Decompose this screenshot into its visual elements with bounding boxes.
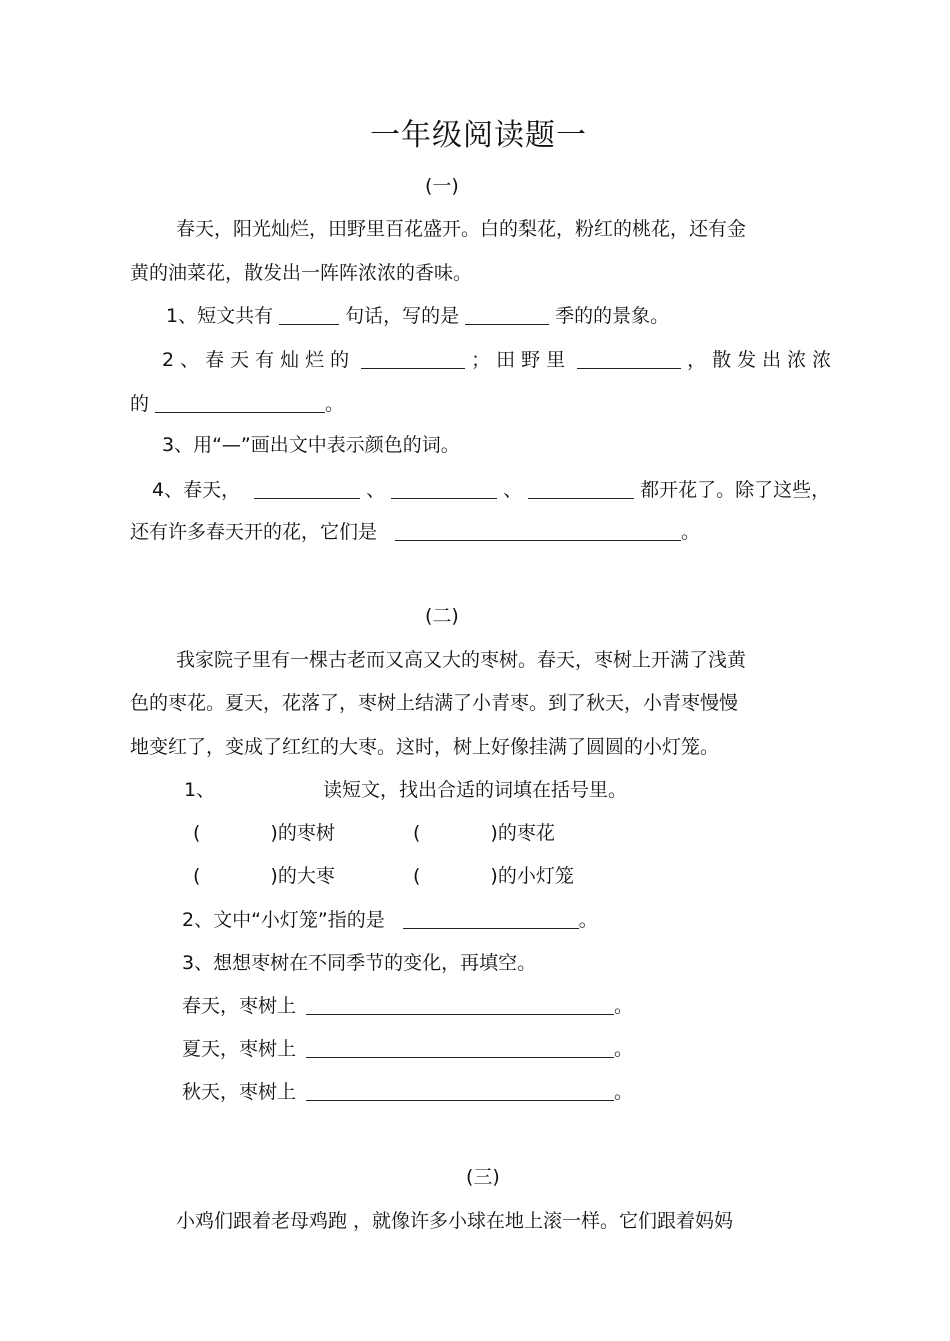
- separator: 、: [503, 479, 523, 501]
- answer-blank[interactable]: [465, 304, 549, 325]
- question-text: 1、短文共有: [166, 305, 274, 327]
- question-1-4: [152, 478, 830, 502]
- season-label: 夏天，枣树上: [182, 1038, 297, 1060]
- question-text: ；田野里: [471, 349, 572, 371]
- season-row-summer: [182, 1037, 633, 1061]
- fill-text: 的枣花: [497, 822, 555, 844]
- paren-open: (: [413, 865, 421, 887]
- fill-text: 的小灯笼: [497, 865, 574, 887]
- question-text: 都开花了。除了这些，: [640, 479, 831, 501]
- paren-open: (: [413, 822, 421, 844]
- answer-blank[interactable]: [528, 478, 634, 499]
- period: 。: [614, 1081, 634, 1103]
- question-text: 2、春天有灿烂的: [162, 349, 356, 371]
- paren-close: ): [490, 865, 498, 887]
- answer-blank[interactable]: [155, 392, 325, 413]
- question-text: 。: [578, 909, 598, 931]
- question-1-2: [162, 348, 837, 372]
- passage-2-line-1: 我家院子里有一棵古老而又高又大的枣树。春天，枣树上开满了浅黄: [176, 649, 747, 671]
- answer-blank[interactable]: [403, 908, 579, 929]
- period: 。: [614, 1038, 634, 1060]
- answer-blank[interactable]: [279, 304, 339, 325]
- question-1-3: 3、用“—”画出文中表示颜色的词。: [162, 434, 460, 456]
- answer-blank[interactable]: [254, 478, 360, 499]
- question-2-3: 3、想想枣树在不同季节的变化，再填空。: [182, 952, 537, 974]
- period: 。: [614, 995, 634, 1017]
- question-2-1-number: 1、: [184, 779, 216, 801]
- question-1-2-cont: [130, 392, 344, 416]
- answer-blank[interactable]: [306, 994, 614, 1015]
- paren-close: ): [270, 865, 278, 887]
- passage-1-line-2: 黄的油菜花，散发出一阵阵浓浓的香味。: [130, 262, 473, 284]
- section-heading-1: (一): [425, 175, 459, 197]
- question-2-1: 读短文，找出合适的词填在括号里。: [323, 779, 628, 801]
- answer-blank[interactable]: [306, 1037, 614, 1058]
- season-label: 秋天，枣树上: [182, 1081, 297, 1103]
- answer-blank[interactable]: [395, 520, 681, 541]
- fill-row-1-b: [413, 821, 555, 845]
- separator: 、: [366, 479, 386, 501]
- passage-1-line-1: 春天，阳光灿烂，田野里百花盛开。白的梨花，粉红的桃花，还有金: [176, 218, 747, 240]
- question-text: 4、春天，: [152, 479, 241, 501]
- passage-3-line-1: 小鸡们跟着老母鸡跑 ，就像许多小球在地上滚一样。它们跟着妈妈: [176, 1210, 734, 1232]
- question-text: 句话，写的是: [345, 305, 460, 327]
- passage-2-line-2: 色的枣花。夏天，花落了，枣树上结满了小青枣。到了秋天，小青枣慢慢: [130, 692, 739, 714]
- answer-blank[interactable]: [306, 1080, 614, 1101]
- paren-close: ): [270, 822, 278, 844]
- section-heading-2: (二): [425, 605, 459, 627]
- question-text: 。: [325, 393, 345, 415]
- fill-text: 的大枣: [277, 865, 335, 887]
- fill-row-2-a: [193, 864, 335, 888]
- season-row-spring: [182, 994, 633, 1018]
- question-text: 的: [130, 393, 150, 415]
- paren-open: (: [193, 865, 201, 887]
- paren-open: (: [193, 822, 201, 844]
- season-label: 春天，枣树上: [182, 995, 297, 1017]
- question-1-4-cont: [130, 520, 700, 544]
- page-title: 一年级阅读题一: [370, 118, 587, 153]
- section-heading-3: (三): [466, 1166, 500, 1188]
- fill-text: 的枣树: [277, 822, 335, 844]
- question-text: 还有许多春天开的花，它们是: [130, 521, 378, 543]
- question-text: ，散发出浓浓: [687, 349, 838, 371]
- question-text: 2、文中“小灯笼”指的是: [182, 909, 385, 931]
- question-text: 。: [681, 521, 701, 543]
- answer-blank[interactable]: [577, 348, 681, 369]
- question-2-2: [182, 908, 598, 932]
- passage-2-line-3: 地变红了，变成了红红的大枣。这时，树上好像挂满了圆圆的小灯笼。: [130, 736, 720, 758]
- answer-blank[interactable]: [391, 478, 497, 499]
- question-text: 季的的景象。: [555, 305, 670, 327]
- answer-blank[interactable]: [361, 348, 465, 369]
- season-row-autumn: [182, 1080, 633, 1104]
- fill-row-2-b: [413, 864, 574, 888]
- paren-close: ): [490, 822, 498, 844]
- fill-row-1-a: [193, 821, 335, 845]
- question-1-1: [166, 304, 669, 328]
